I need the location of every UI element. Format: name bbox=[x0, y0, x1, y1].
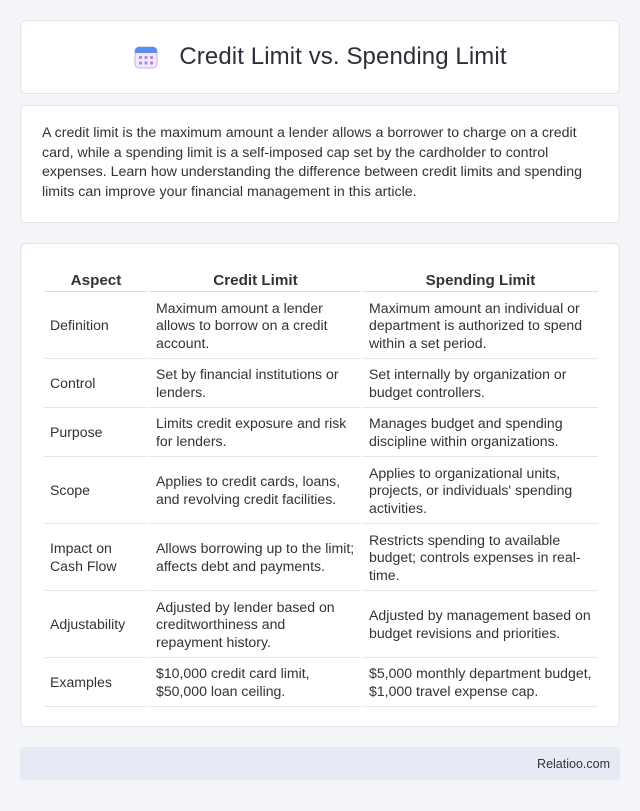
row-aspect: Scope bbox=[44, 459, 148, 524]
row-spending-limit: $5,000 monthly department budget, $1,000 travel expense cap. bbox=[363, 660, 598, 707]
comparison-table bbox=[42, 266, 600, 709]
row-aspect: Impact on Cash Flow bbox=[44, 526, 148, 591]
calendar-icon bbox=[133, 44, 159, 70]
row-aspect: Control bbox=[44, 361, 148, 408]
row-credit-limit: Limits credit exposure and risk for lenders. bbox=[150, 410, 361, 457]
row-credit-limit: Maximum amount a lender allows to borrow on a credit account. bbox=[150, 294, 361, 359]
header-aspect: Aspect bbox=[44, 268, 148, 292]
table-row bbox=[44, 526, 598, 591]
row-aspect: Purpose bbox=[44, 410, 148, 457]
row-spending-limit: Set internally by organization or budget controllers. bbox=[363, 361, 598, 408]
row-spending-limit: Applies to organizational units, projects, or individuals' spending activities. bbox=[363, 459, 598, 524]
table-header-row bbox=[44, 268, 598, 292]
row-aspect: Examples bbox=[44, 660, 148, 707]
title-card bbox=[20, 20, 620, 94]
intro-card bbox=[20, 105, 620, 223]
table-row bbox=[44, 361, 598, 408]
row-spending-limit: Maximum amount an individual or department is authorized to spend within a set period. bbox=[363, 294, 598, 359]
title-wrap bbox=[133, 43, 506, 71]
row-credit-limit: $10,000 credit card limit, $50,000 loan ceiling. bbox=[150, 660, 361, 707]
header-credit-limit: Credit Limit bbox=[150, 268, 361, 292]
header-spending-limit: Spending Limit bbox=[363, 268, 598, 292]
row-spending-limit: Restricts spending to available budget; controls expenses in real-time. bbox=[363, 526, 598, 591]
table-card bbox=[20, 243, 620, 727]
row-aspect: Adjustability bbox=[44, 593, 148, 658]
row-credit-limit: Applies to credit cards, loans, and revolving credit facilities. bbox=[150, 459, 361, 524]
page-title: Credit Limit vs. Spending Limit bbox=[179, 43, 507, 70]
row-aspect: Definition bbox=[44, 294, 148, 359]
table-row bbox=[44, 294, 598, 359]
table-row bbox=[44, 410, 598, 457]
row-spending-limit: Adjusted by management based on budget revisions and priorities. bbox=[363, 593, 598, 658]
table-row bbox=[44, 459, 598, 524]
intro-text: A credit limit is the maximum amount a lender allows a borrower to charge on a credit card, while a spending limit is a self-imposed cap set by the cardholder to control expenses. Learn how understanding the difference between credit limits and spending limits can improve your financial management in this article. bbox=[42, 125, 583, 200]
row-credit-limit: Adjusted by lender based on creditworthiness and repayment history. bbox=[150, 593, 361, 658]
footer bbox=[20, 747, 620, 780]
table-row bbox=[44, 660, 598, 707]
footer-site-name: Relatioo.com bbox=[537, 756, 610, 771]
row-spending-limit: Manages budget and spending discipline within organizations. bbox=[363, 410, 598, 457]
row-credit-limit: Allows borrowing up to the limit; affects debt and payments. bbox=[150, 526, 361, 591]
table-row bbox=[44, 593, 598, 658]
row-credit-limit: Set by financial institutions or lenders. bbox=[150, 361, 361, 408]
